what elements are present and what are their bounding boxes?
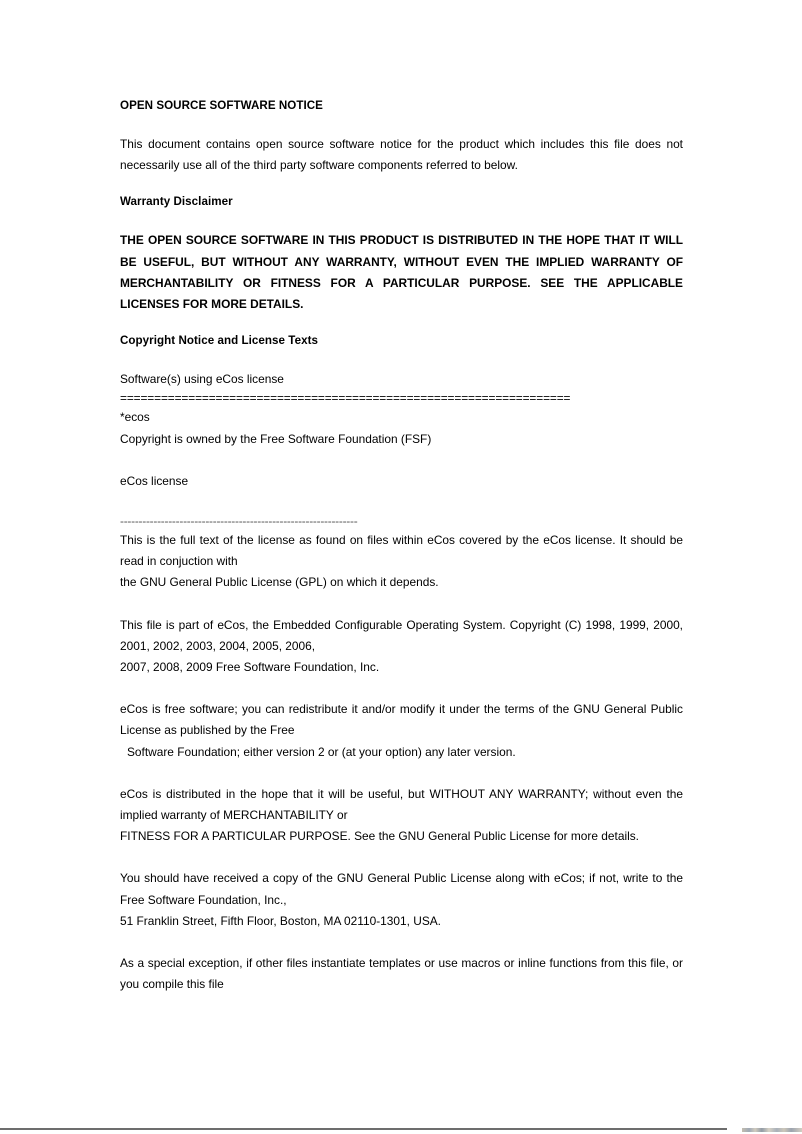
received-copy-paragraph: You should have received a copy of the GNU General Public License along with eCos; if not, write to the Free Software Foundation, Inc., [120, 871, 683, 907]
intro-paragraph: This document contains open source software notice for the product which includes this file does not necessarily use all of the third party software components referred to below. [120, 137, 683, 173]
copyright-notice-heading: Copyright Notice and License Texts [120, 334, 318, 348]
ecos-license-label: eCos license [120, 473, 189, 488]
license-intro-paragraph: This is the full text of the license as found on files within eCos covered by the eCos license. It should be read in conjuction with [120, 533, 683, 569]
spacer [120, 315, 683, 334]
copyright-years-continuation: 2007, 2008, 2009 Free Software Foundation, Inc. [120, 660, 380, 675]
spacer [120, 176, 683, 195]
footer-artifact [0, 1128, 802, 1134]
footer-text-fragment [742, 1128, 802, 1132]
spacer [120, 847, 683, 868]
spacer [120, 932, 683, 953]
spacer [120, 678, 683, 699]
part-of-ecos-paragraph: This file is part of eCos, the Embedded Configurable Operating System. Copyright (C) 1998, 1999, 2000, 2001, 2002, 2003, 2004, 2005, 2006, [120, 617, 683, 653]
distributed-warranty-paragraph: eCos is distributed in the hope that it will be useful, but WITHOUT ANY WARRANTY; without even the implied warranty of MERCHANTABILITY or [120, 786, 683, 823]
footer-horizontal-rule [0, 1128, 727, 1130]
spacer [120, 763, 683, 784]
special-exception-paragraph: As a special exception, if other files instantiate templates or use macros or inline functions from this file, or you compile this file [120, 956, 683, 992]
spacer [120, 348, 683, 369]
license-gpl-dependency-line: the GNU General Public License (GPL) on which it depends. [120, 575, 439, 590]
fitness-purpose-line: FITNESS FOR A PARTICULAR PURPOSE. See the GNU General Public License for more details. [120, 829, 639, 844]
fsf-address-line: 51 Franklin Street, Fifth Floor, Boston, MA 02110-1301, USA. [120, 913, 441, 928]
free-software-version-line: Software Foundation; either version 2 or (at your option) any later version. [127, 744, 516, 759]
page-title: OPEN SOURCE SOFTWARE NOTICE [120, 99, 323, 112]
copyright-owner-line: Copyright is owned by the Free Software Foundation (FSF) [120, 431, 432, 446]
warranty-disclaimer-heading: Warranty Disclaimer [120, 195, 233, 209]
spacer [120, 492, 683, 513]
spacer [120, 209, 683, 230]
spacer [120, 594, 683, 615]
spacer [120, 113, 683, 134]
warranty-disclaimer-body: THE OPEN SOURCE SOFTWARE IN THIS PRODUCT IS DISTRIBUTED IN THE HOPE THAT IT WILL BE USEFUL, BUT WITHOUT ANY WARRANTY, WITHOUT EVEN THE IMPLIED WARRANTY OF MERCHANTABILITY OR FITNESS FOR A PARTICULAR PURPOSE. SEE THE APPLICABLE LICENSES FOR MORE DETAILS. [120, 233, 683, 312]
equals-separator-rule: ================================================================== [120, 391, 571, 406]
free-software-paragraph: eCos is free software; you can redistribute it and/or modify it under the terms of the GNU General Public License as published by the Free [120, 702, 683, 738]
spacer [120, 450, 683, 471]
document-body [120, 99, 683, 995]
dashed-separator-rule: ---------------------------------------------------------------- [120, 514, 358, 529]
package-name: *ecos [120, 410, 150, 425]
software-using-ecos-license-line: Software(s) using eCos license [120, 372, 284, 387]
